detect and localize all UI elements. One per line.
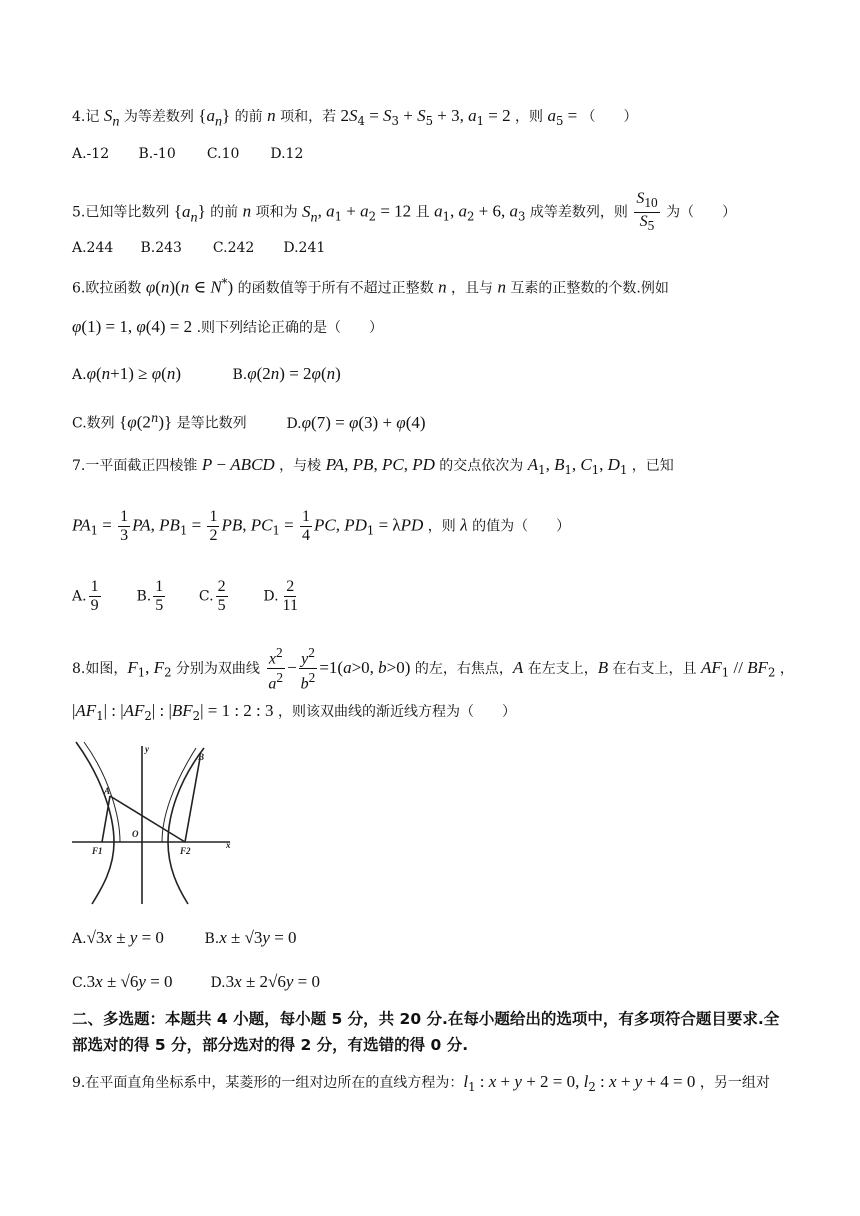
label-y: y	[145, 744, 149, 754]
question-6-options-row1	[72, 364, 341, 385]
question-5-stem: 5.已知等比数列 $\{a_n\}$ 的前 n 项和为 $S_n$, $a_1 + a_2 = 12$ 且 $a_1$, $a_2 + 6$, $a_3$ 成等差数列，则 $\frac{S_{10}}{S_5}$ 为（ ）	[72, 190, 737, 234]
label-x: x	[226, 840, 231, 850]
hyperbola-figure	[72, 738, 236, 912]
hyperbola-diagram	[72, 738, 236, 908]
segment-bf2	[185, 758, 200, 842]
label-o: O	[132, 829, 139, 839]
question-8-stem-line2: $|AF_1|$ : $|AF_2|$ : $|BF_2| = 1$ : 2 : 3 ，则该双曲线的渐近线方程为（ ）	[72, 701, 516, 723]
question-5-options	[72, 238, 325, 258]
option-b: B.φ(2n) = 2φ(n)	[232, 364, 341, 383]
option-a: A.φ(n+1) ≥ φ(n)	[72, 364, 181, 383]
option-d: D.3x ± 2√6y = 0	[210, 972, 320, 991]
right-branch	[168, 748, 204, 904]
question-6-stem-line2: φ(1) = 1, φ(4) = 2 .则下列结论正确的是（ ）	[72, 317, 384, 336]
question-7-stem-line1: 7.一平面截正四棱锥 P − ABCD ，与棱 PA, PB, PC, PD 的交点依次为 $A_1$, $B_1$, $C_1$, $D_1$ ，已知	[72, 455, 674, 477]
segment-af1	[102, 796, 110, 842]
question-6-stem-line1: 6.欧拉函数 φ(n)(n ∈ N*) 的函数值等于所有不超过正整数 n ，且与 n 互素的正整数的个数.例如	[72, 276, 669, 297]
option-b: B.243	[140, 240, 182, 256]
option-b: B. $\frac{1}{5}$	[136, 578, 164, 614]
option-a: A.-12	[72, 146, 110, 162]
left-branch	[76, 742, 114, 904]
label-a: A	[104, 786, 111, 796]
option-c: C.3x ± √6y = 0	[72, 972, 173, 991]
option-a: A.√3x ± y = 0	[72, 928, 164, 947]
option-c: C. $\frac{2}{5}$	[198, 578, 226, 614]
label-f1: F1	[92, 846, 103, 856]
option-c: C.242	[212, 240, 255, 256]
question-8-options-row1	[72, 928, 297, 949]
question-8-stem-line1: 8.如图，$F_1$, $F_2$ 分别为双曲线 $\frac{x^2}{a^2}$ − $\frac{y^2}{b^2}$ =1(a>0, b>0) 的左，右焦点，A 在左支上，B 在右支上，且 $AF_1 // BF_2$ ，	[72, 645, 794, 693]
option-b: B.-10	[138, 146, 176, 162]
option-d: D.12	[270, 146, 304, 162]
question-4-options	[72, 144, 303, 164]
option-d: D. $\frac{2}{11}$	[263, 578, 298, 614]
option-d: D.241	[283, 240, 326, 256]
option-b: B.x ± √3y = 0	[204, 928, 297, 947]
question-4-stem: 4.记 $S_n$ 为等差数列 $\{a_n\}$ 的前 n 项和，若 $2S_4 = S_3 + S_5 + 3$, $a_1 = 2$ ，则 $a_5$ = （ ）	[72, 106, 638, 130]
option-c: C.数列 {φ(2$^n$)} 是等比数列	[72, 411, 247, 432]
label-f2: F2	[180, 846, 191, 856]
label-b: B	[198, 752, 205, 762]
option-a: A. $\frac{1}{9}$	[72, 578, 99, 614]
question-8-options-row2	[72, 972, 320, 993]
question-7-options	[72, 578, 302, 615]
question-9-stem: 9.在平面直角坐标系中，某菱形的一组对边所在的直线方程为：$l_1$ : x + y + 2 = 0, $l_2$ : x + y + 4 = 0 ，另一组对	[72, 1072, 770, 1094]
section-multiple-choice-header: 二、多选题：本题共 4 小题，每小题 5 分，共 20 分.在每小题给出的选项中，有多项符合题目要求.全部选对的得 5 分，部分选对的得 2 分，有选错的得 0 分.	[72, 1010, 780, 1054]
question-7-stem-line2: $PA_1$ = $\frac{1}{3}$ PA, $PB_1$ = $\frac{1}{2}$ PB, $PC_1$ = $\frac{1}{4}$ PC, $PD_1 = \lambda PD$ ，则 λ 的值为（ ）	[72, 508, 571, 544]
question-6-options-row2	[72, 408, 426, 434]
option-c: C.10	[206, 146, 240, 162]
option-a: A.244	[72, 240, 114, 256]
option-d: D.φ(7) = φ(3) + φ(4)	[286, 412, 426, 432]
